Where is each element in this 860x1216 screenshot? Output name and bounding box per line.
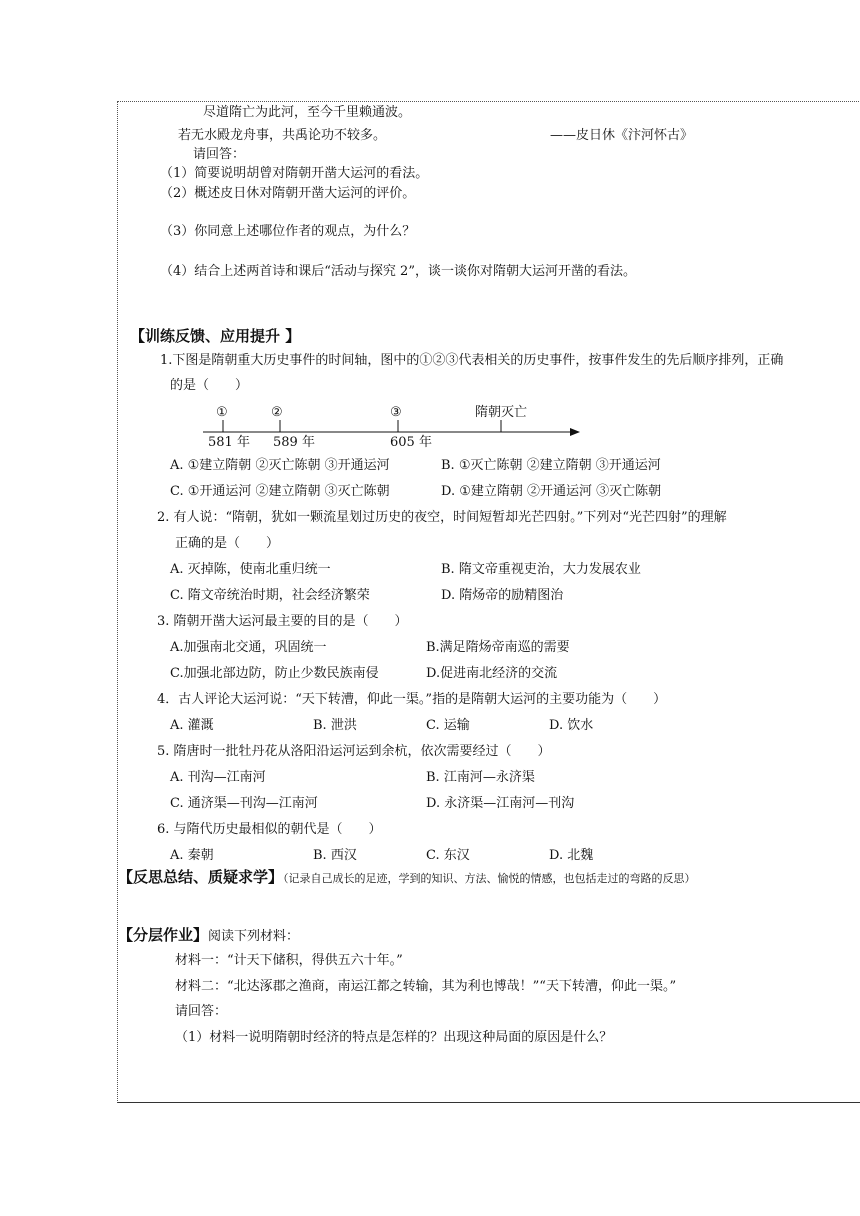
q1-stem-line1: 1.下图是隋朝重大历史事件的时间轴，图中的①②③代表相关的历史事件，按事件发生的先后顺序排列，正确 [160, 353, 784, 368]
q1-option-a: A. ①建立隋朝 ②灭亡陈朝 ③开通运河 [170, 458, 390, 473]
reflect-heading-text: 【反思总结、质疑求学】 [118, 868, 284, 886]
poem-question-1: （1）简要说明胡曾对隋朝开凿大运河的看法。 [160, 166, 429, 181]
homework-material-1: 材料一：“计天下储积，得供五六十年。” [175, 953, 403, 968]
q2-stem-line2: 正确的是（ ） [175, 536, 280, 551]
q6-option-c: C. 东汉 [426, 848, 470, 863]
homework-ask: 请回答： [175, 1004, 228, 1019]
q2-option-b: B. 隋文帝重视吏治，大力发展农业 [441, 562, 641, 577]
q4-option-d: D. 饮水 [549, 718, 594, 733]
poem-question-4: （4）结合上述两首诗和课后“活动与探究 2”，谈一谈你对隋朝大运河开凿的看法。 [160, 264, 636, 279]
q3-option-d: D.促进南北经济的交流 [426, 666, 558, 681]
q3-option-b: B.满足隋炀帝南巡的需要 [426, 640, 570, 655]
timeline-arrow [570, 428, 580, 436]
timeline-year-589: 589 年 [273, 435, 315, 450]
homework-heading-text: 【分层作业】 [118, 926, 209, 944]
poem-ask: 请回答： [193, 147, 246, 162]
q1-timeline [190, 398, 590, 450]
q2-option-c: C. 隋文帝统治时期，社会经济繁荣 [170, 588, 370, 603]
homework-heading [118, 925, 299, 947]
poem-line-1: 尽道隋亡为此河，至今千里赖通波。 [203, 105, 412, 120]
q5-option-c: C. 通济渠—刊沟—江南河 [170, 796, 318, 811]
q4-stem: 4．古人评论大运河说：“天下转漕，仰此一渠。”指的是隋朝大运河的主要功能为（ ） [157, 692, 667, 707]
homework-intro: 阅读下列材料： [208, 929, 300, 944]
q6-option-a: A. 秦朝 [170, 848, 214, 863]
poem-line-2: 若无水殿龙舟事，共禹论功不较多。 [178, 128, 387, 143]
q4-option-a: A. 灌溉 [170, 718, 214, 733]
q3-option-c: C.加强北部边防，防止少数民族南侵 [170, 666, 379, 681]
q2-option-d: D. 隋炀帝的励精图治 [441, 588, 564, 603]
reflect-heading [118, 867, 696, 889]
poem-question-2: （2）概述皮日休对隋朝开凿大运河的评价。 [160, 186, 416, 201]
timeline-mark-1: ① [216, 405, 228, 420]
q5-stem: 5. 隋唐时一批牡丹花从洛阳沿运河运到余杭，依次需要经过（ ） [157, 744, 551, 759]
timeline-mark-3: ③ [390, 405, 402, 420]
q3-option-a: A.加强南北交通，巩固统一 [170, 640, 327, 655]
q2-option-a: A. 灭掉陈，使南北重归统一 [170, 562, 331, 577]
q5-option-a: A. 刊沟—江南河 [170, 770, 266, 785]
poem-attribution: ——皮日休《汴河怀古》 [550, 128, 694, 143]
q6-option-b: B. 西汉 [313, 848, 357, 863]
timeline-year-605: 605 年 [390, 435, 432, 450]
training-heading: 【训练反馈、应用提升 】 [130, 327, 301, 345]
q4-option-c: C. 运输 [426, 718, 470, 733]
q3-stem: 3. 隋朝开凿大运河最主要的目的是（ ） [157, 614, 408, 629]
q5-option-b: B. 江南河—永济渠 [426, 770, 535, 785]
q1-stem-line2: 的是（ ） [170, 378, 249, 393]
q1-option-d: D. ①建立隋朝 ②开通运河 ③灭亡陈朝 [441, 484, 662, 499]
q4-option-b: B. 泄洪 [313, 718, 357, 733]
timeline-year-581: 581 年 [208, 435, 250, 450]
poem-question-3: （3）你同意上述哪位作者的观点，为什么？ [160, 224, 416, 239]
q1-option-b: B. ①灭亡陈朝 ②建立隋朝 ③开通运河 [441, 458, 661, 473]
timeline-end-label: 隋朝灭亡 [475, 405, 528, 420]
q6-stem: 6. 与隋代历史最相似的朝代是（ ） [157, 822, 382, 837]
q1-option-c: C. ①开通运河 ②建立隋朝 ③灭亡陈朝 [170, 484, 390, 499]
homework-question-1: （1）材料一说明隋朝时经济的特点是怎样的？出现这种局面的原因是什么？ [175, 1030, 613, 1045]
reflect-note: （记录自己成长的足迹，学到的知识、方法、愉悦的情感，也包括走过的弯路的反思） [283, 872, 696, 885]
q5-option-d: D. 永济渠—江南河—刊沟 [426, 796, 575, 811]
homework-material-2: 材料二：“北达涿郡之渔商，南运江都之转输，其为利也博哉！”“天下转漕，仰此一渠。” [175, 979, 677, 994]
q6-option-d: D. 北魏 [549, 848, 594, 863]
timeline-mark-2: ② [271, 405, 283, 420]
q2-stem-line1: 2. 有人说：“隋朝，犹如一颗流星划过历史的夜空，时间短暂却光芒四射。”下列对“光芒四射”的理解 [157, 510, 727, 525]
